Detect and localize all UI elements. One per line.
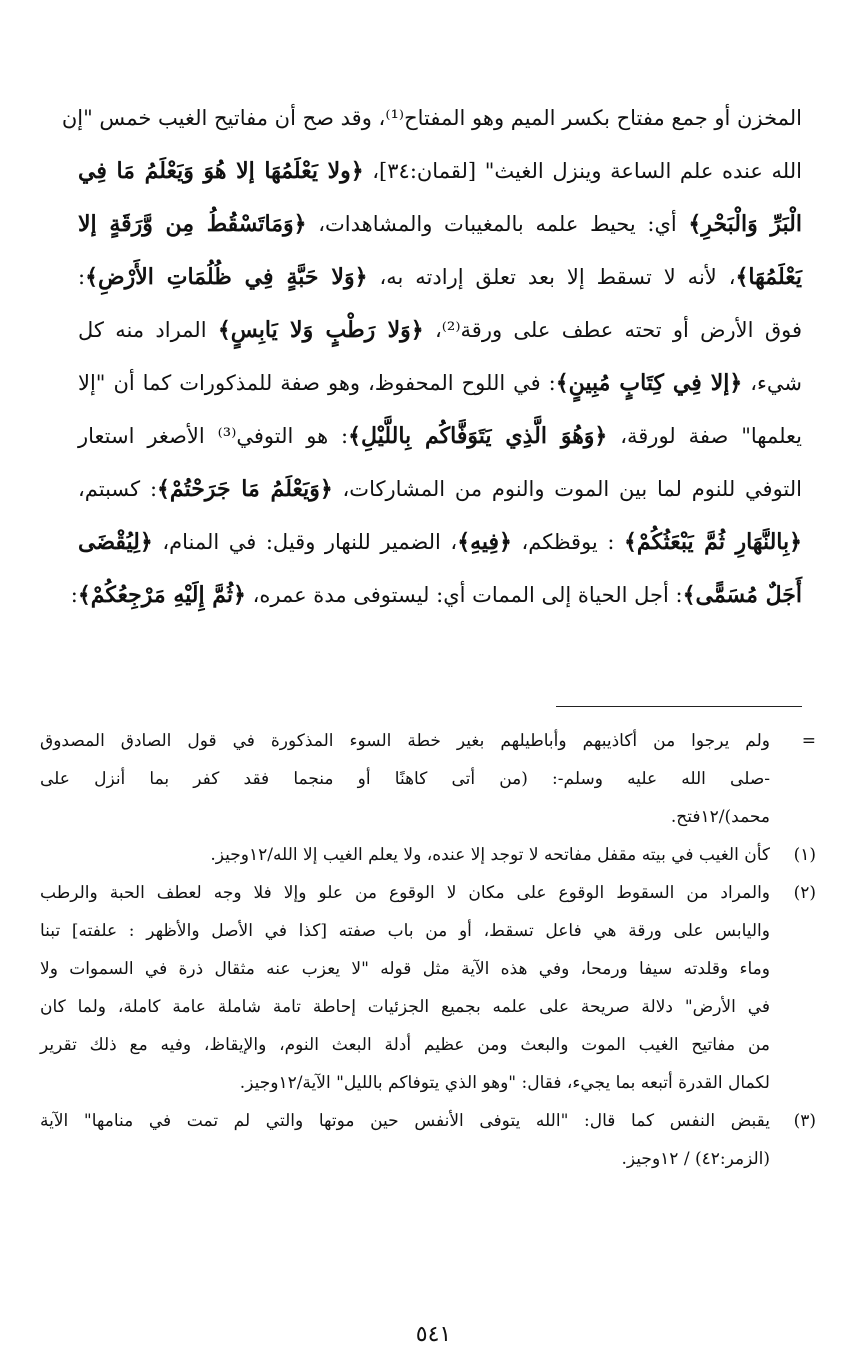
commentary-text: ⁽²⁾: [441, 318, 461, 342]
body-line: [78, 304, 802, 357]
commentary-text: المخزن أو جمع مفتاح بكسر الميم وهو المفتاح: [404, 106, 802, 130]
commentary-text: الله عنده علم الساعة وينزل الغيث" [لقمان:٣٤]،: [363, 159, 802, 183]
commentary-text: المراد منه كل: [78, 318, 218, 342]
commentary-text: أي: يحيط علمه بالمغيبات والمشاهدات،: [306, 212, 689, 236]
body-line: [70, 569, 802, 622]
footnote-line: [40, 722, 816, 760]
footnote-line: وماء وقلدته سيفا ورمحا، وفي هذه الآية مثل قوله "لا يعزب عنه مثقال ذرة في السموات ولا: [40, 959, 770, 979]
body-line: [78, 145, 802, 198]
quran-quote: ﴿إلا فِي كِتَابٍ مُبِينٍ﴾: [555, 370, 743, 396]
footnote-line: محمد)/١٢فتح.: [670, 807, 770, 827]
footnote-line: لكمال القدرة أتبعه بما يجيء، فقال: "وهو الذي يتوفاكم بالليل" الآية/١٢وجيز.: [239, 1073, 770, 1093]
page-number: ٥٤١: [415, 1322, 452, 1347]
quran-quote: الْبَرِّ وَالْبَحْرِ﴾: [688, 211, 802, 237]
quran-quote: أَجَلٌ مُسَمًّى﴾: [682, 582, 802, 608]
footnote-line: من مفاتيح الغيب الموت والبعث ومن عظيم أدلة البعث النوم، والإيقاظ، وفيه مع ذلك تقرير: [40, 1035, 770, 1055]
commentary-text: :: [78, 265, 86, 289]
commentary-text: ⁽³⁾: [217, 424, 237, 448]
quran-quote: ﴿فِيهِ﴾: [457, 529, 512, 555]
commentary-text: شيء،: [742, 371, 802, 395]
footnote-line: (الزمر:٤٢) / ١٢وجيز.: [621, 1149, 770, 1169]
footnote-text: كأن الغيب في بيته مقفل مفاتحه لا توجد إلا عنده، ولا يعلم الغيب إلا الله/١٢وجيز.: [210, 845, 770, 865]
footnote-separator: [556, 706, 802, 707]
commentary-text: التوفي للنوم لما بين الموت والنوم من المشاركات،: [332, 477, 802, 501]
body-line: [78, 251, 802, 304]
quran-quote: ﴿لِيُقْضَى: [78, 529, 153, 555]
commentary-text: ، الضمير للنهار وقيل: في المنام،: [152, 530, 458, 554]
footnote-line: [40, 836, 816, 874]
commentary-text: : كسبتم،: [78, 477, 158, 501]
body-line: [78, 410, 802, 463]
commentary-text: ،: [423, 318, 442, 342]
quran-quote: ﴿وَلا حَبَّةٍ فِي ظُلُمَاتِ الأَرْضِ﴾: [85, 264, 368, 290]
quran-quote: ﴿ولا يَعْلَمُهَا إلا هُوَ وَيَعْلَمُ مَا فِي: [78, 158, 364, 184]
commentary-text: فوق الأرض أو تحته عطف على ورقة: [460, 318, 803, 342]
footnote-line: -صلى الله عليه وسلم-: (من أتى كاهنًا أو منجما فقد كفر بما أنزل على: [40, 769, 770, 789]
body-line: [78, 357, 802, 410]
footnote-line: [40, 1102, 816, 1140]
footnotes: [40, 722, 816, 1178]
footnote-text: والمراد من السقوط الوقوع على مكان لا الوقوع من علو وإلا فلا وجه لعطف الحبة والرطب: [40, 883, 770, 903]
commentary-text: يعلمها" صفة لورقة،: [607, 424, 803, 448]
quran-quote: يَعْلَمُهَا﴾: [735, 264, 802, 290]
quran-quote: ﴿وَلا رَطْبٍ وَلا يَابِسٍ﴾: [217, 317, 424, 343]
body-line: [61, 92, 802, 145]
body-line: [78, 516, 802, 569]
quran-quote: ﴿بِالنَّهَارِ ثُمَّ يَبْعَثُكُمْ﴾: [623, 529, 802, 555]
footnote-line: [40, 874, 816, 912]
footnote-line: واليابس على ورقة هي فاعل تسقط، أو من باب صفته [كذا في الأصل والأظهر : علفته] تبنا: [40, 921, 770, 941]
footnote-line: في الأرض" دلالة صريحة على علمه بجميع الجزئيات إحاطة تامة شاملة عامة كاملة، ولما كان: [40, 997, 770, 1017]
footnote-marker: (٣): [793, 1111, 816, 1131]
footnote-marker: (٢): [793, 883, 816, 903]
commentary-text: ، لأنه لا تسقط إلا بعد تعلق إرادته به،: [367, 265, 736, 289]
quran-quote: ﴿وَمَاتَسْقُطُ مِن وَّرَقَةٍ إلا: [78, 211, 307, 237]
quran-quote: ﴿ثُمَّ إِلَيْهِ مَرْجِعُكُمْ﴾: [77, 582, 246, 608]
commentary-text: : في اللوح المحفوظ، وهو صفة للمذكورات كما أن "إلا: [78, 371, 556, 395]
body-line: [78, 198, 802, 251]
commentary-text: : هو التوفي: [236, 424, 349, 448]
commentary-text: : أجل الحياة إلى الممات أي: ليستوفى مدة عمره،: [245, 583, 683, 607]
footnote-text: ولم يرجوا من أكاذيبهم وأباطيلهم بغير خطة السوء المذكورة في قول الصادق المصدوق: [40, 731, 770, 751]
commentary-text: :: [70, 583, 78, 607]
commentary-text: : يوقظكم،: [511, 530, 624, 554]
commentary-text: الأصغر استعار: [78, 424, 218, 448]
body-line: [78, 463, 802, 516]
footnote-marker: (١): [793, 845, 816, 865]
quran-quote: ﴿وَيَعْلَمُ مَا جَرَحْتُمْ﴾: [157, 476, 333, 502]
commentary-text: ، وقد صح أن مفاتيح الغيب خمس "إن: [61, 106, 386, 130]
quran-quote: ﴿وَهُوَ الَّذِي يَتَوَفَّاكُم بِاللَّيْلِ﴾: [348, 423, 608, 449]
footnote-text: يقبض النفس كما قال: "الله يتوفى الأنفس حين موتها والتي لم تمت في منامها" الآية: [40, 1111, 770, 1131]
footnote-marker: =: [801, 731, 816, 751]
commentary-text: ⁽¹⁾: [385, 106, 405, 130]
main-text: [61, 92, 803, 622]
